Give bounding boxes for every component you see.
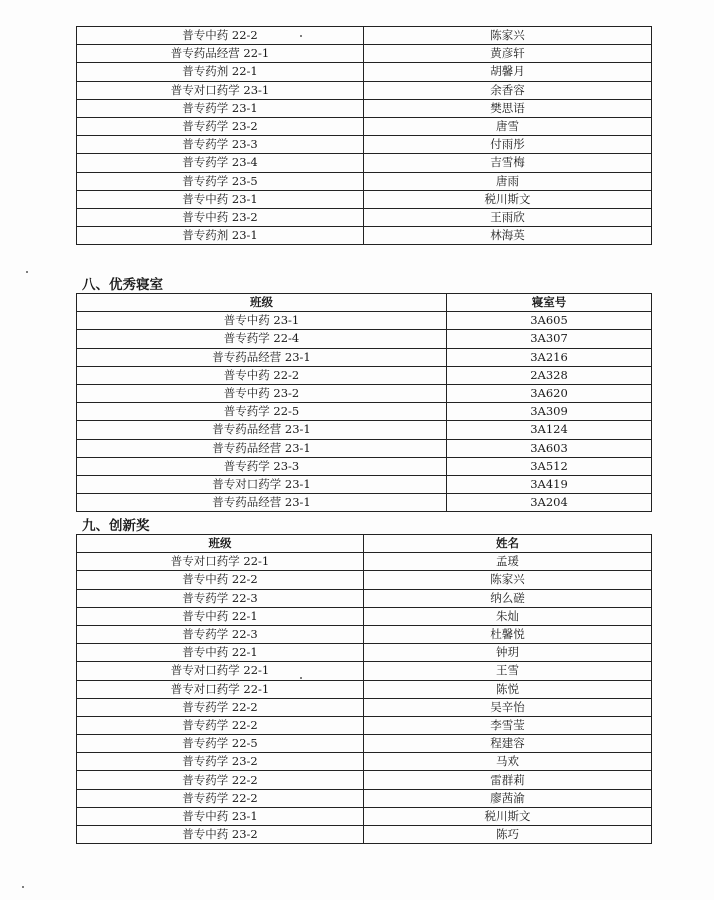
table-row	[77, 227, 652, 245]
cell-class: 普专中药 23-2	[77, 208, 364, 226]
cell-name: 杜馨悦	[364, 625, 652, 643]
cell-class: 普专药学 23-3	[77, 136, 364, 154]
cell-class: 普专药学 23-2	[77, 117, 364, 135]
table-row	[77, 421, 652, 439]
cell-class: 普专药学 22-2	[77, 771, 364, 789]
table-row	[77, 403, 652, 421]
table-row	[77, 117, 652, 135]
cell-name: 陈巧	[364, 826, 652, 844]
cell-name: 孟瑗	[364, 553, 652, 571]
cell-class: 普专药品经营 23-1	[77, 421, 447, 439]
table-row	[77, 99, 652, 117]
table-header-row	[77, 535, 652, 553]
cell-class: 普专药学 22-2	[77, 698, 364, 716]
cell-room: 3A605	[447, 312, 652, 330]
cell-name: 廖茜渝	[364, 789, 652, 807]
table-row	[77, 172, 652, 190]
cell-class: 普专药学 22-2	[77, 716, 364, 734]
table-row	[77, 366, 652, 384]
cell-class: 普专药学 22-3	[77, 589, 364, 607]
cell-name: 唐雨	[364, 172, 652, 190]
cell-name: 李雪莹	[364, 716, 652, 734]
cell-class: 普专药学 23-1	[77, 99, 364, 117]
cell-room: 3A216	[447, 348, 652, 366]
cell-class: 普专对口药学 22-1	[77, 662, 364, 680]
cell-class: 普专中药 23-1	[77, 807, 364, 825]
header-class: 班级	[77, 294, 447, 312]
table-row	[77, 771, 652, 789]
cell-name: 税川斯文	[364, 190, 652, 208]
cell-class: 普专药学 22-5	[77, 403, 447, 421]
cell-name: 吉雪梅	[364, 154, 652, 172]
table-row	[77, 136, 652, 154]
cell-class: 普专药学 23-3	[77, 457, 447, 475]
cell-class: 普专中药 22-1	[77, 607, 364, 625]
cell-room: 2A328	[447, 366, 652, 384]
cell-room: 3A309	[447, 403, 652, 421]
table-header-row	[77, 294, 652, 312]
cell-name: 胡馨月	[364, 63, 652, 81]
cell-class: 普专对口药学 23-1	[77, 475, 447, 493]
cell-name: 税川斯文	[364, 807, 652, 825]
cell-room: 3A419	[447, 475, 652, 493]
section-heading-excellent-dorm: 八、优秀寝室	[82, 277, 163, 293]
table-row	[77, 330, 652, 348]
table-row	[77, 154, 652, 172]
table-row	[77, 190, 652, 208]
table-row	[77, 625, 652, 643]
cell-name: 马欢	[364, 753, 652, 771]
cell-class: 普专药品经营 23-1	[77, 439, 447, 457]
cell-class: 普专中药 22-1	[77, 644, 364, 662]
table-row	[77, 789, 652, 807]
cell-name: 王雪	[364, 662, 652, 680]
cell-name: 林海英	[364, 227, 652, 245]
cell-class: 普专中药 22-2	[77, 366, 447, 384]
cell-room: 3A307	[447, 330, 652, 348]
cell-name: 纳么磋	[364, 589, 652, 607]
cell-class: 普专药品经营 23-1	[77, 348, 447, 366]
section-heading-innovation-award: 九、创新奖	[82, 518, 150, 534]
cell-class: 普专药学 22-4	[77, 330, 447, 348]
table-row	[77, 735, 652, 753]
table-row	[77, 27, 652, 45]
table-row	[77, 753, 652, 771]
cell-name: 余香容	[364, 81, 652, 99]
table-row	[77, 607, 652, 625]
cell-class: 普专药剂 22-1	[77, 63, 364, 81]
cell-class: 普专中药 22-2	[77, 571, 364, 589]
cell-class: 普专中药 22-2	[77, 27, 364, 45]
table-row	[77, 807, 652, 825]
table-row	[77, 571, 652, 589]
scan-speck	[300, 35, 302, 37]
cell-name: 雷群莉	[364, 771, 652, 789]
cell-name: 陈家兴	[364, 27, 652, 45]
cell-class: 普专中药 23-1	[77, 312, 447, 330]
scan-speck	[22, 886, 24, 888]
table-row	[77, 63, 652, 81]
cell-name: 钟玥	[364, 644, 652, 662]
innovation-award-table	[76, 534, 652, 844]
table-row	[77, 494, 652, 512]
table-row	[77, 716, 652, 734]
cell-class: 普专中药 23-2	[77, 384, 447, 402]
cell-name: 王雨欣	[364, 208, 652, 226]
table-row	[77, 662, 652, 680]
table-row	[77, 553, 652, 571]
table-row	[77, 45, 652, 63]
header-class: 班级	[77, 535, 364, 553]
cell-class: 普专对口药学 22-1	[77, 680, 364, 698]
cell-class: 普专中药 23-1	[77, 190, 364, 208]
cell-class: 普专药学 22-2	[77, 789, 364, 807]
table-row	[77, 439, 652, 457]
cell-class: 普专药品经营 22-1	[77, 45, 364, 63]
header-name: 姓名	[364, 535, 652, 553]
table-row	[77, 384, 652, 402]
cell-name: 陈悦	[364, 680, 652, 698]
cell-room: 3A620	[447, 384, 652, 402]
cell-class: 普专药学 22-5	[77, 735, 364, 753]
table-row	[77, 312, 652, 330]
cell-name: 樊思语	[364, 99, 652, 117]
cell-name: 陈家兴	[364, 571, 652, 589]
cell-class: 普专药学 23-4	[77, 154, 364, 172]
cell-room: 3A512	[447, 457, 652, 475]
table-row	[77, 208, 652, 226]
table-row	[77, 644, 652, 662]
table-row	[77, 457, 652, 475]
scan-speck	[300, 677, 302, 679]
cell-class: 普专对口药学 22-1	[77, 553, 364, 571]
award-list-table-continued	[76, 26, 652, 245]
scan-speck	[26, 271, 28, 273]
table-row	[77, 826, 652, 844]
table-row	[77, 680, 652, 698]
excellent-dorm-table	[76, 293, 652, 512]
cell-class: 普专中药 23-2	[77, 826, 364, 844]
cell-class: 普专药品经营 23-1	[77, 494, 447, 512]
cell-name: 黄彦轩	[364, 45, 652, 63]
cell-class: 普专药学 22-3	[77, 625, 364, 643]
cell-room: 3A204	[447, 494, 652, 512]
table-row	[77, 81, 652, 99]
table-row	[77, 475, 652, 493]
cell-class: 普专药剂 23-1	[77, 227, 364, 245]
table-row	[77, 589, 652, 607]
table-row	[77, 698, 652, 716]
table-row	[77, 348, 652, 366]
cell-class: 普专药学 23-5	[77, 172, 364, 190]
cell-name: 吴辛怡	[364, 698, 652, 716]
cell-name: 付雨彤	[364, 136, 652, 154]
cell-room: 3A603	[447, 439, 652, 457]
header-room: 寝室号	[447, 294, 652, 312]
cell-class: 普专药学 23-2	[77, 753, 364, 771]
cell-name: 程建容	[364, 735, 652, 753]
cell-name: 唐雪	[364, 117, 652, 135]
cell-name: 朱灿	[364, 607, 652, 625]
cell-room: 3A124	[447, 421, 652, 439]
cell-class: 普专对口药学 23-1	[77, 81, 364, 99]
